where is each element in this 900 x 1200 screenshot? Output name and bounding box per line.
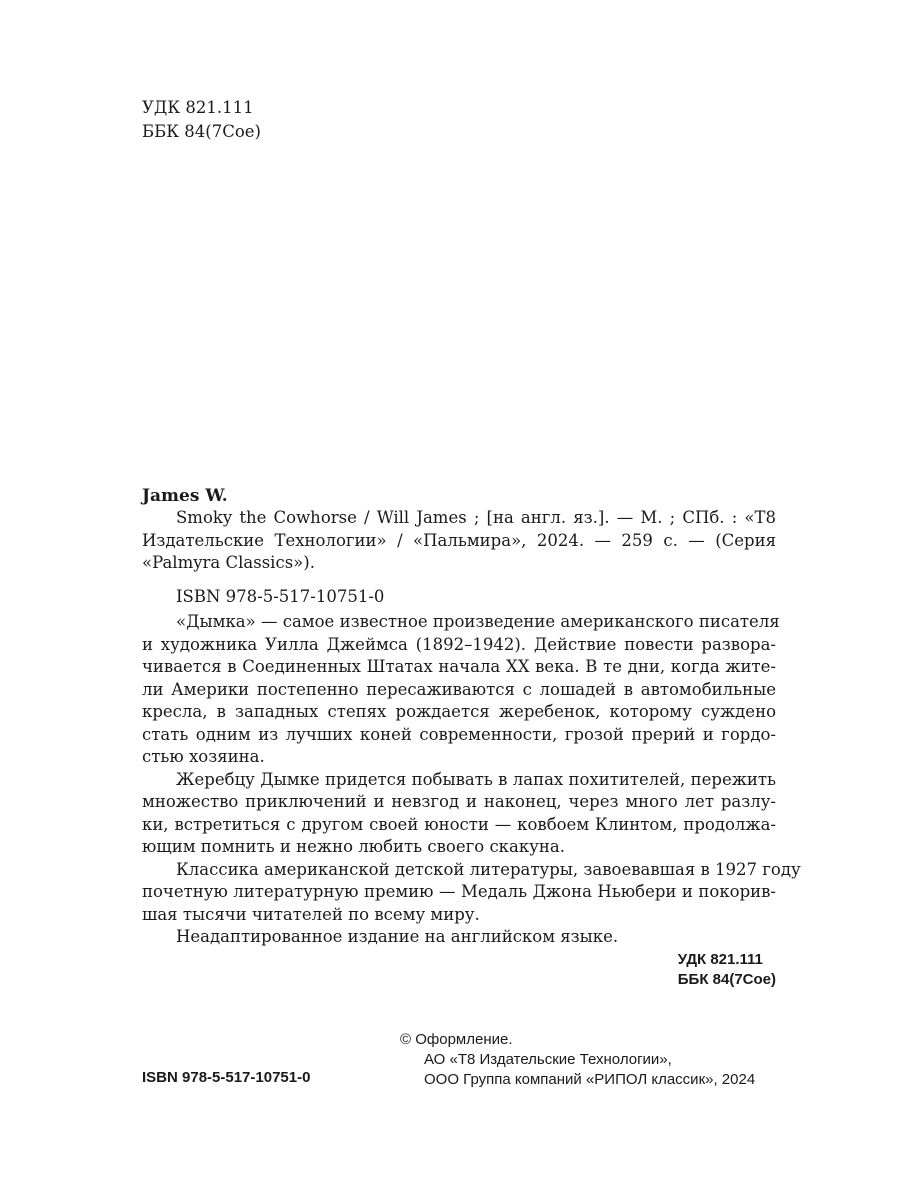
- copyright-line: АО «Т8 Издательские Технологии»,: [424, 1051, 672, 1068]
- annotation-paragraph: [142, 769, 776, 859]
- isbn-footer: ISBN 978-5-517-10751-0: [142, 1069, 311, 1086]
- annotation-paragraph: [142, 859, 801, 927]
- annotation-line: кресла, в западных степях рождается жеребенок, которому суждено: [142, 702, 776, 721]
- annotation-line: множество приключений и невзгод и наконец, через много лет разлу-: [142, 792, 776, 811]
- annotation-line: ющим помнить и нежно любить своего скакуна.: [142, 837, 565, 856]
- bbk-code: ББК 84(7Сое): [677, 971, 776, 988]
- annotation: [142, 611, 801, 949]
- biblio-line: «Palmyra Classics»).: [142, 553, 315, 572]
- copyright-line: ООО Группа компаний «РИПОЛ классик», 2024: [424, 1071, 756, 1088]
- annotation-line: Жеребцу Дымке придется побывать в лапах похитителей, пережить: [176, 769, 776, 789]
- biblio-line: Издательские Технологии» / «Пальмира», 2024. — 259 с. — (Серия: [142, 530, 776, 550]
- annotation-line: «Дымка» — самое известное произведение американского писателя: [176, 612, 780, 631]
- annotation-line: стью хозяина.: [142, 747, 265, 766]
- annotation-line: ки, встретиться с другом своей юности — ковбоем Клинтом, продолжа-: [142, 814, 776, 834]
- annotation-line: чивается в Соединенных Штатах начала XX века. В те дни, когда жите-: [142, 657, 776, 676]
- isbn-line: ISBN 978-5-517-10751-0: [176, 587, 385, 606]
- annotation-line: шая тысячи читателей по всему миру.: [142, 904, 480, 924]
- bbk-code: ББК 84(7Сое): [142, 122, 261, 141]
- classification-codes-top: [142, 96, 261, 144]
- bibliographic-record: [142, 507, 776, 575]
- annotation-line: Неадаптированное издание на английском языке.: [176, 927, 619, 946]
- biblio-line: Smoky the Cowhorse / Will James ; [на англ. яз.]. — М. ; СПб. : «Т8: [176, 508, 776, 527]
- annotation-line: Классика американской детской литературы, завоевавшая в 1927 году: [176, 859, 801, 879]
- annotation-line: стать одним из лучших коней современности, грозой прерий и гордо-: [142, 724, 776, 744]
- udk-code: УДК 821.111: [677, 951, 763, 968]
- annotation-line: почетную литературную премию — Медаль Джона Ньюбери и покорив-: [142, 882, 776, 901]
- annotation-line: ли Америки постепенно пересаживаются с лошадей в автомобильные: [142, 679, 776, 699]
- classification-codes-bottom: [678, 950, 776, 990]
- udk-code: УДК 821.111: [142, 98, 254, 117]
- annotation-line: и художника Уилла Джеймса (1892–1942). Действие повести развора-: [142, 634, 776, 654]
- author-heading: James W.: [142, 486, 228, 506]
- copyright-line: © Оформление.: [400, 1031, 513, 1048]
- copyright-notice: [400, 1030, 755, 1090]
- annotation-paragraph: [142, 926, 776, 949]
- annotation-paragraph: [142, 611, 780, 769]
